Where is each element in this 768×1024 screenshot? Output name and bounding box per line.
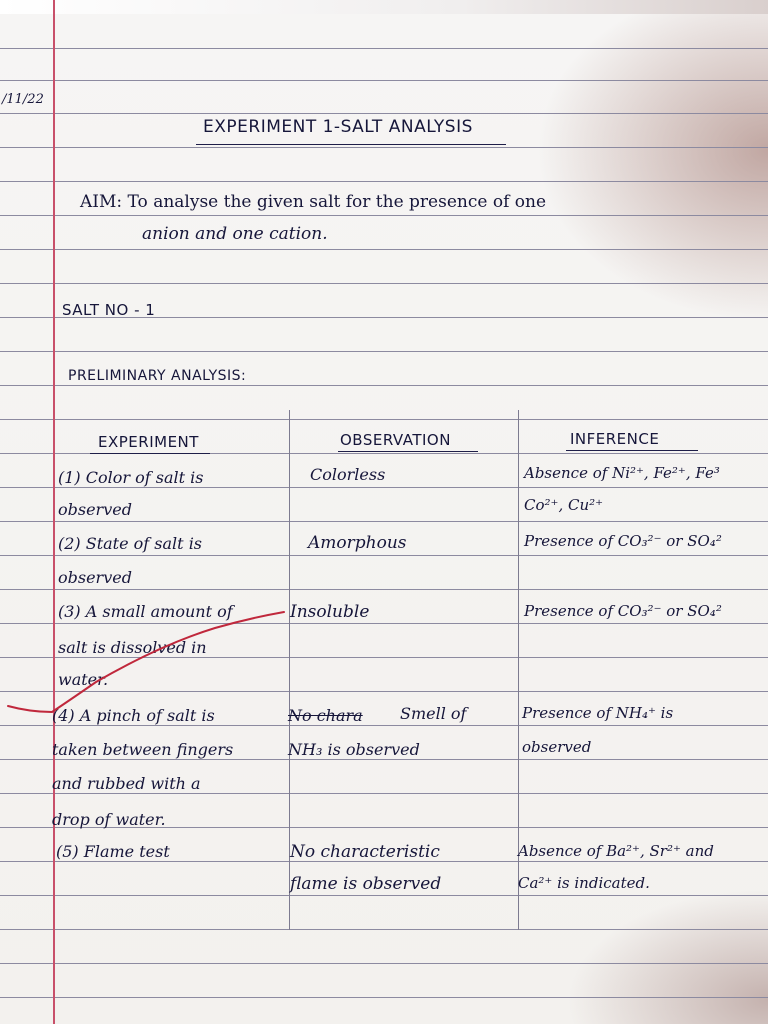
section-heading: PRELIMINARY ANALYSIS: <box>68 368 247 384</box>
row2-experiment-line2: observed <box>58 568 132 587</box>
date: /11/22 <box>2 92 44 107</box>
row4-experiment-line3: and rubbed with a <box>52 774 201 793</box>
row2-inference: Presence of CO₃²⁻ or SO₄² <box>524 532 722 550</box>
row4-inference-line2: observed <box>522 738 592 756</box>
row1-experiment-line1: (1) Color of salt is <box>58 468 204 487</box>
row2-observation: Amorphous <box>308 533 407 553</box>
row4-experiment-line2: taken between fingers <box>52 740 234 759</box>
page-title: EXPERIMENT 1-SALT ANALYSIS <box>203 117 473 137</box>
row1-observation: Colorless <box>310 465 386 484</box>
row5-observation-line1: No characteristic <box>290 842 440 862</box>
row4-observation-struck: No chara <box>288 706 363 725</box>
header-inference: INFERENCE <box>570 430 660 448</box>
row4-observation-line1: Smell of <box>400 704 467 723</box>
row3-inference: Presence of CO₃²⁻ or SO₄² <box>524 602 722 620</box>
row3-experiment-line2: salt is dissolved in <box>58 638 207 657</box>
row5-inference-line1: Absence of Ba²⁺, Sr²⁺ and <box>518 842 714 860</box>
row2-experiment-line1: (2) State of salt is <box>58 534 203 553</box>
header-experiment: EXPERIMENT <box>98 433 199 451</box>
row5-observation-line2: flame is observed <box>290 874 442 894</box>
header-observation: OBSERVATION <box>340 431 451 449</box>
row3-experiment-line1: (3) A small amount of <box>58 602 233 621</box>
row4-experiment-line1: (4) A pinch of salt is <box>52 706 215 725</box>
row5-experiment: (5) Flame test <box>56 842 170 861</box>
row4-observation-line2: NH₃ is observed <box>288 740 420 759</box>
row3-experiment-line3: water. <box>58 670 109 689</box>
row4-experiment-line4: drop of water. <box>52 810 166 829</box>
salt-number: SALT NO - 1 <box>62 301 156 319</box>
row1-experiment-line2: observed <box>58 500 132 519</box>
aim-line-1: AIM: To analyse the given salt for the presence of one <box>80 192 547 212</box>
row5-inference-line2: Ca²⁺ is indicated. <box>518 874 650 892</box>
row1-inference-line1: Absence of Ni²⁺, Fe²⁺, Fe³ <box>524 464 720 482</box>
aim-line-2: anion and one cation. <box>142 224 328 244</box>
row1-inference-line2: Co²⁺, Cu²⁺ <box>524 496 604 514</box>
row4-inference-line1: Presence of NH₄⁺ is <box>522 704 674 722</box>
row3-observation: Insoluble <box>290 602 370 622</box>
